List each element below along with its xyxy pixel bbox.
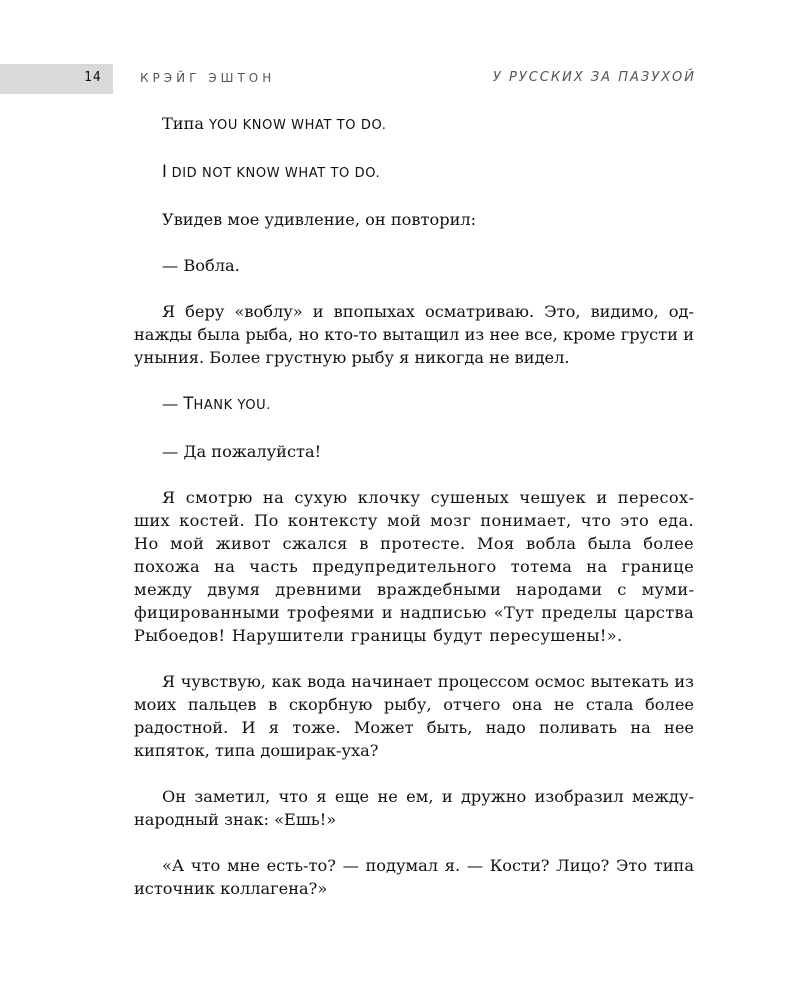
paragraph: Я беру «воблу» и впопыхах осматриваю. Это, видимо, однажды была рыба, но кто-то вытащил из нее все, кроме грусти и уныния. Более грустную рыбу я никогда не видел. bbox=[134, 302, 694, 367]
paragraph: Я смотрю на сухую клочку сушеных чешуек и пересохших костей. По контексту мой мозг понимает, что это еда. Но мой живот сжался в протесте. Моя вобла была более похожа на часть предупредительного тотема на границе между двумя древними враждебными народами с мумифицированными трофеями и надписью «Тут пределы царства Рыбоедов! Нарушители границы будут пересушены!». bbox=[134, 488, 694, 645]
english-phrase: HANK YOU. bbox=[193, 398, 271, 413]
paragraph: «А что мне есть-то? — подумал я. — Кости? Лицо? Это типа источник коллагена?» bbox=[134, 856, 694, 898]
paragraph bbox=[134, 112, 694, 137]
english-initial: T bbox=[183, 394, 194, 413]
body-text bbox=[134, 112, 694, 923]
english-phrase: YOU KNOW WHAT TO DO. bbox=[209, 118, 387, 133]
paragraph: Я чувствую, как вода начинает процессом осмос вытекать из моих пальцев в скорбную рыбу, отчего она не стала более радостной. И я тоже. Может быть, надо поливать на нее кипяток, типа доширак-уха? bbox=[134, 672, 694, 760]
paragraph: Увидев мое удивление, он повторил: bbox=[162, 210, 477, 229]
dialogue-line: — Да пожалуйста! bbox=[162, 442, 322, 461]
paragraph-text: Типа bbox=[162, 114, 210, 133]
running-header-author: КРЭЙГ ЭШТОН bbox=[140, 71, 276, 85]
dialogue-line: — Вобла. bbox=[162, 256, 240, 275]
running-header-title: У РУССКИХ ЗА ПАЗУХОЙ bbox=[492, 70, 696, 85]
page-number: 14 bbox=[84, 70, 102, 85]
dialogue-dash: — bbox=[162, 394, 184, 413]
paragraph: Он заметил, что я еще не ем, и дружно изобразил международный знак: «Ешь!» bbox=[134, 787, 694, 829]
english-phrase: DID NOT KNOW WHAT TO DO. bbox=[166, 166, 381, 181]
english-initial: I bbox=[162, 162, 167, 181]
dialogue-line bbox=[134, 392, 694, 417]
paragraph bbox=[134, 160, 694, 185]
